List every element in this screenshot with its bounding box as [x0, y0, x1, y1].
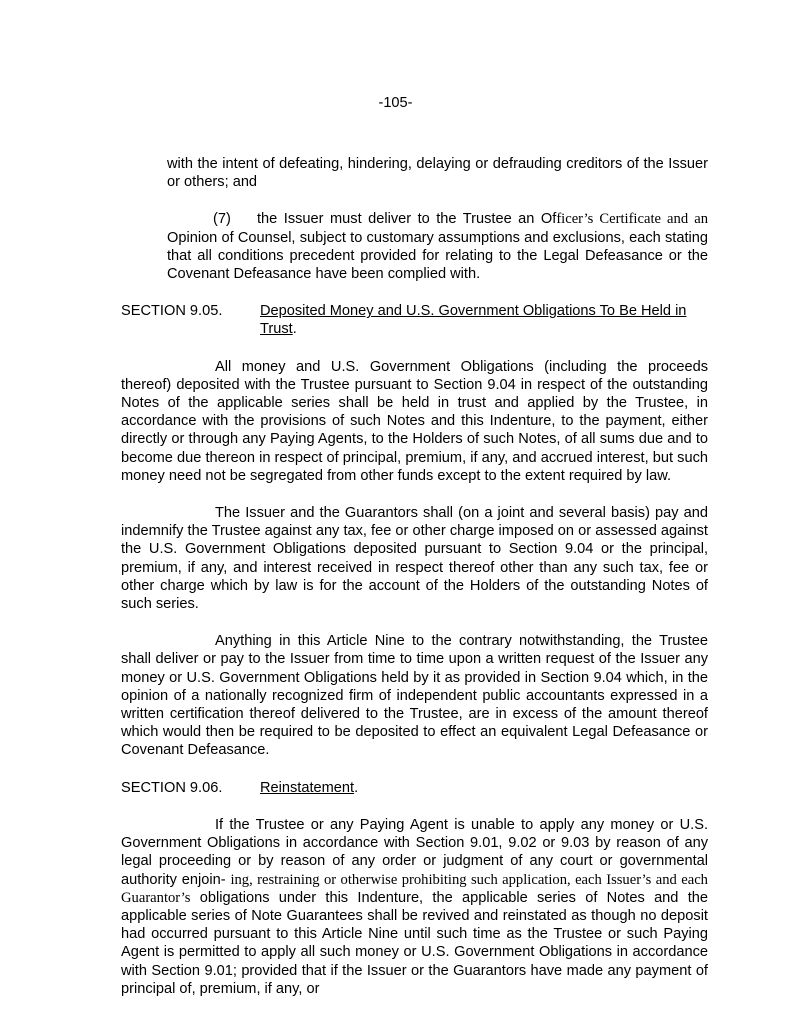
- section-title-text: Deposited Money and U.S. Government Obligations To Be Held in Trust: [260, 303, 687, 338]
- body-paragraph: [121, 816, 708, 998]
- section-title-punct: .: [354, 779, 359, 796]
- section-title: [260, 302, 708, 338]
- body-text-serif: ing, restraining or otherwise prohibiting such application, each Issuer’s and each Guarantor’s: [121, 871, 708, 906]
- list-item-7: [121, 210, 708, 283]
- section-title-punct: .: [292, 321, 297, 338]
- section-heading-9-05: [121, 302, 708, 338]
- list-item-text: the Issuer must deliver to the Trustee an Of: [257, 211, 557, 228]
- section-number: SECTION 9.05.: [121, 303, 223, 320]
- section-title: [260, 779, 358, 797]
- body-paragraph: Anything in this Article Nine to the contrary notwithstanding, the Trustee shall deliver or pay to the Issuer from time to time upon a written request of the Issuer any money or U.S. Government Obligations held by it as provided in Section 9.04 which, in the opinion of a nationally recognized firm of independent public accountants expressed in a written certification thereof delivered to the Trustee, are in excess of the amount thereof which would then be required to be deposited to effect an equivalent Legal Defeasance or Covenant Defeasance.: [121, 633, 708, 759]
- section-title-text: Reinstatement: [260, 779, 355, 796]
- list-item-text-serif: ficer’s Certificate and an: [556, 211, 708, 228]
- page-body: [121, 155, 708, 998]
- body-text-rest: obligations under this Indenture, the applicable series of Notes and the applicable series of Note Guarantees shall be revived and reinstated as though no deposit had occurred pursuant to this Article Nine until such time as the Trustee or such Paying Agent is permitted to apply all such money or U.S. Government Obligations in accordance with Section 9.01; provided that if the Issuer or the Guarantors have made any payment of principal of, premium, if any, or: [121, 889, 708, 997]
- list-item-number: (7): [213, 211, 231, 228]
- body-paragraph: The Issuer and the Guarantors shall (on a joint and several basis) pay and indemnify the Trustee against any tax, fee or other charge imposed on or assessed against the U.S. Government Obligations deposited pursuant to Section 9.04 or the principal, premium, if any, and interest received in respect thereof other than any such tax, fee or other charge which by law is for the account of the Holders of the outstanding Notes of such series.: [121, 505, 708, 613]
- body-paragraph: All money and U.S. Government Obligations (including the proceeds thereof) deposited with the Trustee pursuant to Section 9.04 in respect of the outstanding Notes of the applicable series shall be held in trust and applied by the Trustee, in accordance with the provisions of such Notes and this Indenture, to the payment, either directly or through any Paying Agents, to the Holders of such Notes, of all sums due and to become due thereon in respect of principal, premium, if any, and accrued interest, but such money need not be segregated from other funds except to the extent required by law.: [121, 358, 708, 484]
- section-heading-9-06: [121, 779, 708, 797]
- page-number: -105-: [378, 95, 413, 111]
- list-item-text-rest: Opinion of Counsel, subject to customary assumptions and exclusions, each stating that all conditions precedent provided for relating to the Legal Defeasance or the Covenant Defeasance have been complied with.: [167, 229, 708, 283]
- body-text: If the Trustee or any Paying Agent is unable to apply any money or U.S. Government Obligations in accordance with Section 9.01, 9.02 or 9.03 by reason of any legal proceeding or by reason of any order or judgment of any court or governmental authority enjoin-: [121, 816, 708, 888]
- section-number: SECTION 9.06.: [121, 779, 223, 796]
- continuation-paragraph: with the intent of defeating, hindering, delaying or defrauding creditors of the Issuer or others; and: [167, 156, 708, 191]
